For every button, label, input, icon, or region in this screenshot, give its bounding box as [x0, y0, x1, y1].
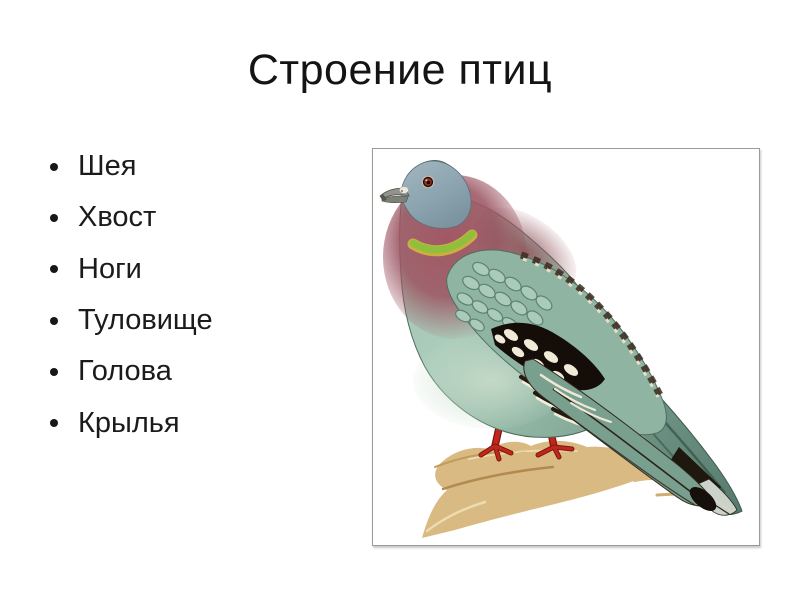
image-frame [372, 148, 760, 546]
bullet-dot [50, 368, 58, 376]
list-item [48, 346, 213, 397]
bullet-dot [50, 265, 58, 273]
list-item-label: Туловище [78, 304, 213, 337]
pigeon-on-rock-illustration [373, 149, 759, 545]
list-item [48, 141, 213, 192]
slide-title: Строение птиц [247, 46, 553, 94]
cere [400, 187, 409, 194]
eye [422, 176, 434, 188]
list-item [48, 397, 213, 448]
list-item-label: Крылья [78, 406, 180, 439]
bullet-dot [50, 419, 58, 427]
bullet-dot [50, 214, 58, 222]
bullet-dot [50, 163, 58, 171]
list-item [48, 244, 213, 295]
list-item [48, 295, 213, 346]
list-item-label: Голова [78, 355, 172, 388]
bullet-list [48, 141, 213, 449]
bullet-dot [50, 317, 58, 325]
list-item-label: Ноги [78, 252, 142, 285]
list-item-label: Хвост [78, 201, 157, 234]
beak [380, 187, 409, 203]
list-item-label: Шея [78, 150, 137, 183]
list-item [48, 192, 213, 243]
